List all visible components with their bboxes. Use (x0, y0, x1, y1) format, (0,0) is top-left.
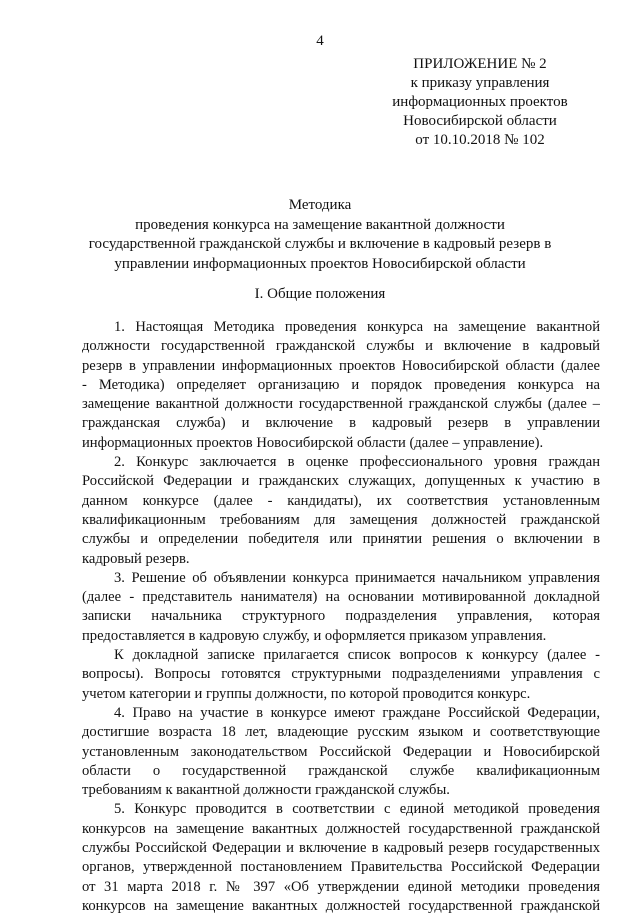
paragraph-line: требованиям к вакантной должности гражданской службы. (82, 782, 450, 799)
paragraph-line: замещение вакантной должности государственной гражданской службы (далее – (82, 396, 600, 413)
paragraph (82, 800, 600, 916)
paragraph-line: конкурсов на замещение вакантных должностей государственной гражданской (82, 820, 600, 837)
paragraph-line: - Методика) определяет организацию и порядок проведения конкурса на (82, 376, 600, 393)
paragraph-line: предоставляется в кадровую службу, и оформляется приказом управления. (82, 627, 547, 644)
paragraph-line: информационных проектов Новосибирской области (далее – управление). (82, 434, 544, 451)
paragraph-line: вопросы). Вопросы готовятся структурными подразделениями управления с (82, 666, 600, 683)
paragraph-line: должности государственной гражданской службы и включение в кадровый (82, 338, 600, 355)
paragraph-line: данном конкурсе (далее - кандидаты), их соответствия установленным (82, 492, 600, 509)
appendix-line: от 10.10.2018 № 102 (415, 132, 545, 148)
paragraph-line: учетом категории и группы должности, по которой проводится конкурс. (82, 685, 531, 702)
paragraph-line: квалификационным требованиям для замещения должностей гражданской (82, 511, 600, 528)
document-title (60, 196, 580, 274)
paragraph (82, 569, 600, 646)
paragraph-line: кадровый резерв. (82, 550, 190, 567)
title-line: Методика (288, 197, 352, 213)
paragraph-line: записки начальника структурного подразделения управления, которая (82, 608, 600, 625)
paragraph-line: 1. Настоящая Методика проведения конкурса на замещение вакантной (114, 319, 600, 335)
paragraph-line: от 31 марта 2018 г. № 397 «Об утверждении единой методики проведения (82, 878, 600, 895)
paragraph-line: К докладной записке прилагается список вопросов к конкурсу (далее - (114, 647, 600, 664)
paragraph-line: 5. Конкурс проводится в соответствии с единой методикой проведения (114, 801, 600, 818)
appendix-line: к приказу управления (410, 75, 550, 91)
paragraph-line: 4. Право на участие в конкурсе имеют граждане Российской Федерации, (114, 704, 600, 721)
paragraph-line: 3. Решение об объявлении конкурса принимается начальником управления (114, 569, 600, 586)
title-line: проведения конкурса на замещение вакантной должности (135, 216, 505, 233)
paragraph-line: органов, утвержденной постановлением Правительства Российской Федерации (82, 859, 600, 876)
page-number: 4 (316, 33, 324, 49)
paragraph-line: службы Российской Федерации и включение в кадровый резерв государственных (82, 840, 600, 857)
paragraph (82, 318, 600, 453)
title-line: управлении информационных проектов Новосибирской области (114, 255, 526, 272)
paragraph (82, 646, 600, 704)
paragraph-line: (далее - представитель нанимателя) на основании мотивированной докладной (82, 589, 600, 606)
title-line: государственной гражданской службы и включение в кадровый резерв в (88, 236, 552, 252)
paragraph-line: гражданская служба) и включение в кадровый резерв в управлении (82, 415, 600, 432)
paragraph (82, 453, 600, 569)
paragraph-line: области о государственной гражданской службе квалификационным (82, 762, 600, 779)
appendix-line: Новосибирской области (403, 113, 557, 129)
appendix-block (382, 55, 578, 150)
appendix-line: ПРИЛОЖЕНИЕ № 2 (413, 56, 547, 72)
section-heading: I. Общие положения (254, 286, 386, 302)
paragraph-line: 2. Конкурс заключается в оценке профессионального уровня граждан (114, 454, 600, 471)
paragraph-line: конкурсов на замещение вакантных должностей государственной гражданской (82, 897, 600, 914)
paragraph (82, 704, 600, 800)
appendix-line: информационных проектов (392, 94, 568, 110)
paragraph-line: достигшие возраста 18 лет, владеющие русским языком и соответствующие (82, 724, 600, 741)
paragraph-line: Российской Федерации и гражданских служащих, допущенных к участию в (82, 473, 600, 490)
document-body (82, 318, 600, 916)
paragraph-line: службы и определении победителя или принятии решения о включении в (82, 531, 600, 548)
paragraph-line: резерв в управлении информационных проектов Новосибирской области (далее (82, 357, 600, 374)
paragraph-line: установленным законодательством Российской Федерации и Новосибирской (82, 743, 600, 760)
